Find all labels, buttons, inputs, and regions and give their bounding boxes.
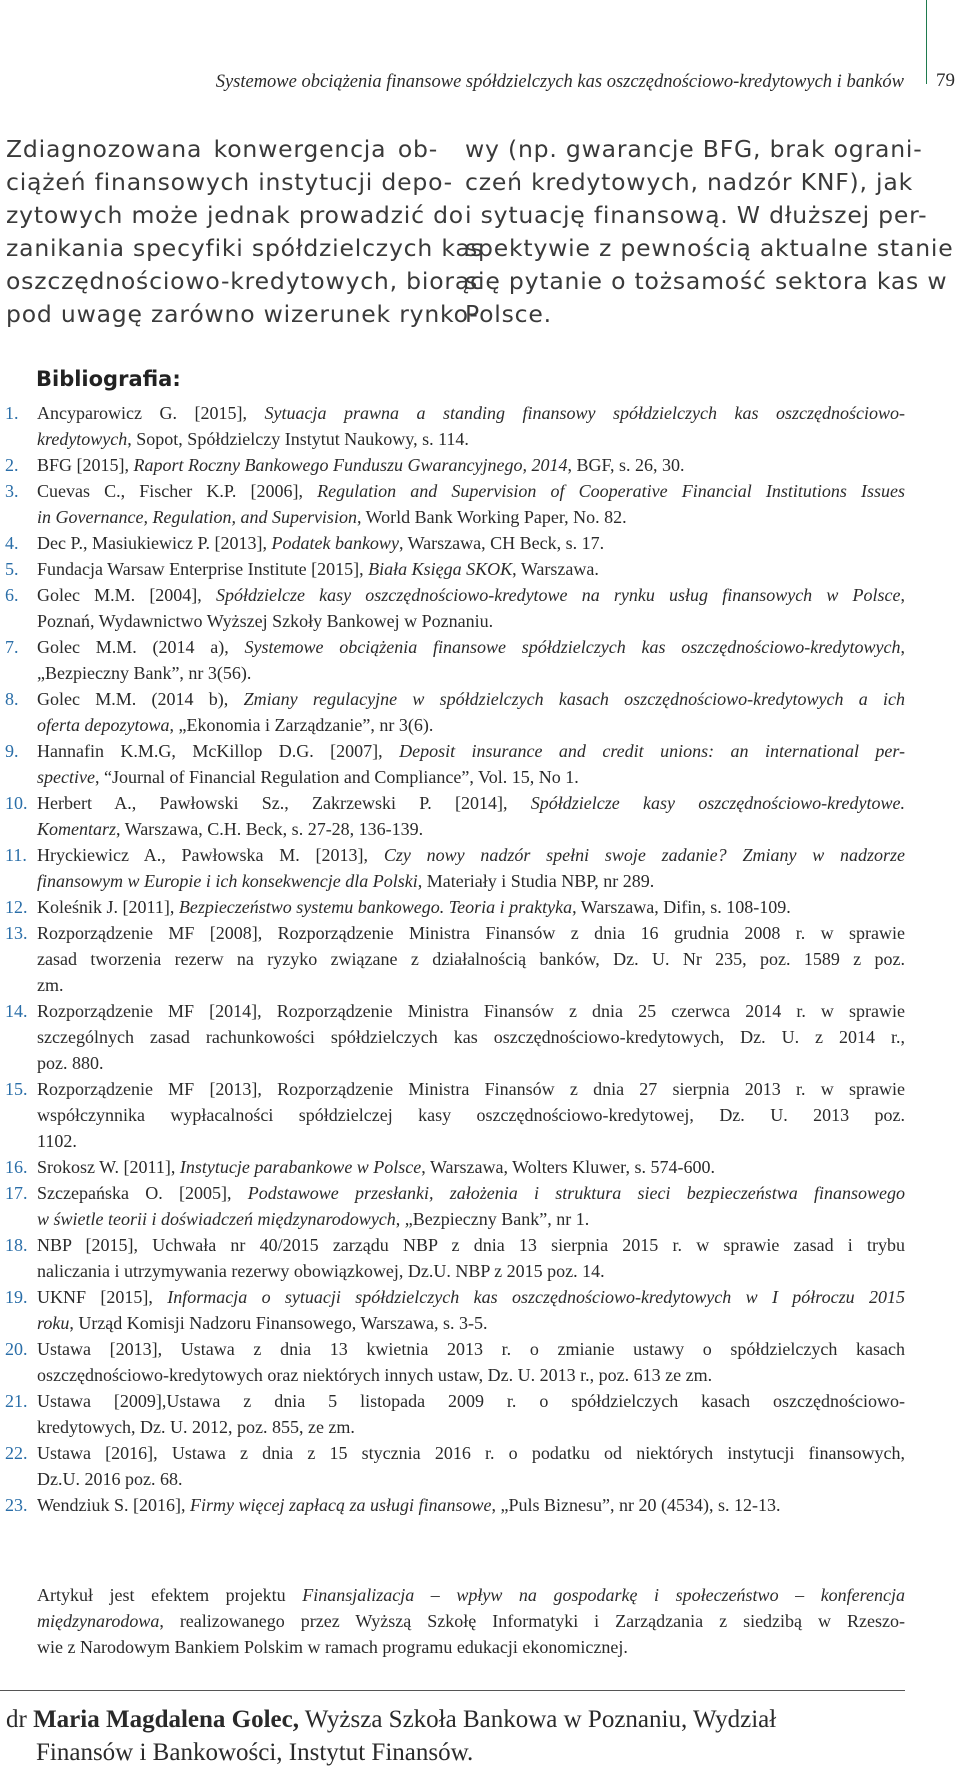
text-line bbox=[37, 1258, 905, 1284]
text-segment: , bbox=[900, 637, 905, 657]
bibliography-title: Bibliografia: bbox=[36, 367, 181, 391]
bibliography-entry bbox=[0, 1284, 905, 1336]
text-line bbox=[37, 790, 905, 816]
text-segment: 1102. bbox=[37, 1131, 77, 1151]
italic-title: Instytucje parabankowe w Polsce bbox=[179, 1157, 422, 1177]
text-segment: zm. bbox=[37, 975, 64, 995]
text-line bbox=[37, 608, 905, 634]
entry-number: 8. bbox=[5, 689, 19, 709]
italic-title: Finansjalizacja – wpływ na gospodarkę i społeczeństwo – konferencja bbox=[302, 1585, 905, 1605]
paragraph-line: czeń kredytowych, nadzór KNF), jak bbox=[465, 168, 913, 196]
text-line bbox=[37, 1284, 905, 1310]
entry-number: 4. bbox=[5, 533, 19, 553]
entry-number: 11. bbox=[5, 845, 27, 865]
paragraph-line: oszczędnościowo-kredytowych, biorąc bbox=[6, 267, 484, 295]
entry-number: 18. bbox=[5, 1235, 28, 1255]
entry-number: 3. bbox=[5, 481, 19, 501]
paragraph-line: ciążeń finansowych instytucji depo- bbox=[6, 168, 453, 196]
text-segment: Poznań, Wydawnictwo Wyższej Szkoły Bankowej w Poznaniu. bbox=[37, 611, 494, 631]
entry-number: 21. bbox=[5, 1391, 28, 1411]
text-segment: Hryckiewicz A., Pawłowska M. [2013], bbox=[37, 845, 384, 865]
text-line bbox=[37, 400, 905, 426]
text-segment: poz. 880. bbox=[37, 1053, 104, 1073]
text-segment: , “Journal of Financial Regulation and Compliance”, Vol. 15, No 1. bbox=[94, 767, 579, 787]
bibliography-entry bbox=[0, 452, 905, 478]
text-segment: Golec M.M. (2014 a), bbox=[37, 637, 245, 657]
text-line bbox=[37, 972, 905, 998]
paragraph-left-column bbox=[6, 133, 484, 331]
paragraph-line: zytowych może jednak prowadzić do bbox=[6, 201, 464, 229]
text-line bbox=[37, 530, 905, 556]
italic-title: Informacja o sytuacji spółdzielczych kas oszczędnościowo-kredytowych w I półroczu 2015 bbox=[167, 1287, 905, 1307]
italic-title: Firmy więcej zapłacą za usługi finansowe bbox=[190, 1495, 492, 1515]
text-line bbox=[37, 1388, 905, 1414]
bibliography-entry bbox=[0, 400, 905, 452]
author-affiliation-1: Wyższa Szkoła Bankowa w Poznaniu, Wydział bbox=[299, 1706, 777, 1733]
bibliography-entry bbox=[0, 1154, 905, 1180]
paragraph-line: zanikania specyfiki spółdzielczych kas bbox=[6, 234, 484, 262]
text-segment: Wendziuk S. [2016], bbox=[37, 1495, 191, 1515]
italic-title: Podatek bankowy bbox=[271, 533, 399, 553]
text-line bbox=[37, 738, 905, 764]
italic-title: Regulation and Supervision of Cooperative Financial Institutions Issues bbox=[317, 481, 905, 501]
author-info bbox=[6, 1703, 906, 1769]
text-segment: , „Puls Biznesu”, nr 20 (4534), s. 12-13. bbox=[491, 1495, 781, 1515]
bibliography-entry bbox=[0, 1336, 905, 1388]
bibliography-entry bbox=[0, 894, 905, 920]
project-note bbox=[37, 1582, 905, 1660]
text-segment: kredytowych, Dz. U. 2012, poz. 855, ze zm. bbox=[37, 1417, 355, 1437]
italic-title: spective bbox=[37, 767, 95, 787]
text-line bbox=[37, 1076, 905, 1102]
paragraph-line: wy (np. gwarancje BFG, brak ograni- bbox=[465, 135, 923, 163]
text-line bbox=[37, 998, 905, 1024]
bibliography-entry bbox=[0, 1492, 905, 1518]
text-segment: , Warszawa. bbox=[512, 559, 599, 579]
text-line bbox=[37, 1232, 905, 1258]
text-segment: NBP [2015], Uchwała nr 40/2015 zarządu NBP z dnia 13 sierpnia 2015 r. w sprawie zasad i trybu bbox=[37, 1235, 905, 1255]
footer-divider bbox=[0, 1690, 905, 1691]
text-line bbox=[37, 1466, 905, 1492]
bibliography-entry bbox=[0, 920, 905, 998]
running-header: Systemowe obciążenia finansowe spółdzielczych kas oszczędnościowo-kredytowych i banków bbox=[215, 72, 904, 92]
text-line bbox=[37, 1414, 905, 1440]
author-line-2: Finansów i Bankowości, Instytut Finansów. bbox=[36, 1739, 474, 1766]
text-line bbox=[37, 1180, 905, 1206]
text-line bbox=[37, 920, 905, 946]
entry-number: 19. bbox=[5, 1287, 28, 1307]
bibliography-entry bbox=[0, 530, 905, 556]
entry-number: 16. bbox=[5, 1157, 28, 1177]
text-segment: współczynnika wypłacalności spółdzielczej kasy oszczędnościowo-kredytowej, Dz. U. 2013 poz. bbox=[37, 1105, 905, 1125]
italic-title: Podstawowe przesłanki, założenia i struktura sieci bezpieczeństwa finansowego bbox=[247, 1183, 905, 1203]
italic-title: Systemowe obciążenia finansowe spółdzielczych kas oszczędnościowo-kredytowych bbox=[244, 637, 901, 657]
text-line bbox=[37, 816, 905, 842]
text-line bbox=[37, 764, 905, 790]
text-line bbox=[37, 504, 905, 530]
text-line bbox=[37, 1492, 905, 1518]
text-segment: Artykuł jest efektem projektu bbox=[37, 1585, 303, 1605]
text-segment: zasad tworzenia rezerw na ryzyko związane z działalnością banków, Dz. U. Nr 235, poz. 1589 z poz. bbox=[37, 949, 905, 969]
text-segment: Dec P., Masiukiewicz P. [2013], bbox=[37, 533, 272, 553]
text-segment: Rozporządzenie MF [2013], Rozporządzenie Ministra Finansów z dnia 27 sierpnia 2013 r. w sprawie bbox=[37, 1079, 905, 1099]
text-line bbox=[37, 1128, 905, 1154]
italic-title: w świetle teorii i doświadczeń międzynarodowych bbox=[37, 1209, 396, 1229]
entry-number: 7. bbox=[5, 637, 19, 657]
entry-number: 6. bbox=[5, 585, 19, 605]
page-number: 79 bbox=[936, 70, 955, 91]
text-segment: Rozporządzenie MF [2014], Rozporządzenie Ministra Finansów z dnia 25 czerwca 2014 r. w sprawie bbox=[37, 1001, 905, 1021]
bibliography-entry bbox=[0, 1180, 905, 1232]
italic-title: Komentarz bbox=[37, 819, 117, 839]
italic-title: kredytowych bbox=[37, 429, 128, 449]
bibliography-entry bbox=[0, 686, 905, 738]
text-segment: , Warszawa, C.H. Beck, s. 27-28, 136-139. bbox=[116, 819, 424, 839]
text-line bbox=[37, 868, 905, 894]
text-segment: Golec M.M. (2014 b), bbox=[37, 689, 244, 709]
text-line bbox=[37, 1440, 905, 1466]
text-segment: , bbox=[900, 585, 905, 605]
italic-title: Sytuacja prawna a standing finansowy spółdzielczych kas oszczędnościowo- bbox=[264, 403, 905, 423]
text-line bbox=[37, 426, 905, 452]
text-segment: naliczania i utrzymywania rezerwy obowiązkowej, Dz.U. NBP z 2015 poz. 14. bbox=[37, 1261, 605, 1281]
text-segment: , Warszawa, CH Beck, s. 17. bbox=[398, 533, 605, 553]
bibliography-entry bbox=[0, 478, 905, 530]
text-line bbox=[37, 1024, 905, 1050]
italic-title: oferta depozytowa bbox=[37, 715, 170, 735]
text-segment: , „Ekonomia i Zarządzanie”, nr 3(6). bbox=[169, 715, 434, 735]
bibliography-entry bbox=[0, 998, 905, 1076]
text-segment: Golec M.M. [2004], bbox=[37, 585, 216, 605]
italic-title: międzynarodowa bbox=[37, 1611, 160, 1631]
text-segment: Hannafin K.M.G, McKillop D.G. [2007], bbox=[37, 741, 400, 761]
text-line bbox=[37, 1102, 905, 1128]
bibliography-entry bbox=[0, 842, 905, 894]
paragraph-line: pod uwagę zarówno wizerunek rynko- bbox=[6, 300, 479, 328]
bibliography-entry bbox=[0, 738, 905, 790]
entry-number: 12. bbox=[5, 897, 28, 917]
italic-title: Zmiany regulacyjne w spółdzielczych kasach oszczędnościowo-kredytowych a ich bbox=[243, 689, 905, 709]
bibliography-entry bbox=[0, 582, 905, 634]
text-line bbox=[37, 634, 905, 660]
text-segment: BFG [2015], bbox=[37, 455, 134, 475]
bibliography-entry bbox=[0, 634, 905, 686]
text-line bbox=[37, 556, 905, 582]
text-segment: Fundacja Warsaw Enterprise Institute [2015], bbox=[37, 559, 369, 579]
bibliography-entry bbox=[0, 1388, 905, 1440]
text-line bbox=[37, 1608, 905, 1634]
italic-title: Deposit insurance and credit unions: an international per- bbox=[399, 741, 905, 761]
text-line bbox=[37, 582, 905, 608]
bibliography-entry bbox=[0, 556, 905, 582]
text-line bbox=[37, 686, 905, 712]
italic-title: finansowym w Europie i ich konsekwencje dla Polski bbox=[37, 871, 418, 891]
text-segment: Cuevas C., Fischer K.P. [2006], bbox=[37, 481, 318, 501]
bibliography-entry bbox=[0, 1076, 905, 1154]
italic-title: Bezpieczeństwo systemu bankowego. Teoria i praktyka bbox=[178, 897, 573, 917]
text-line bbox=[37, 1362, 905, 1388]
text-segment: wie z Narodowym Bankiem Polskim w ramach programu edukacji ekonomicznej. bbox=[37, 1637, 628, 1657]
bibliography-entry bbox=[0, 1440, 905, 1492]
text-line bbox=[37, 1634, 905, 1660]
entry-number: 14. bbox=[5, 1001, 28, 1021]
text-line bbox=[37, 452, 905, 478]
italic-title: roku bbox=[37, 1313, 70, 1333]
text-segment: szczególnych zasad rachunkowości spółdzielczych kas oszczędnościowo-kredytowych, Dz. U. z 2014 r., bbox=[37, 1027, 905, 1047]
text-segment: Ustawa [2009],Ustawa z dnia 5 listopada 2009 r. o spółdzielczych kasach oszczędnościowo- bbox=[37, 1391, 905, 1411]
text-segment: , „Bezpieczny Bank”, nr 1. bbox=[395, 1209, 590, 1229]
entry-number: 22. bbox=[5, 1443, 28, 1463]
text-segment: , Urząd Komisji Nadzoru Finansowego, Warszawa, s. 3-5. bbox=[69, 1313, 488, 1333]
paragraph-line: spektywie z pewnością aktualne stanie bbox=[465, 234, 954, 262]
text-line bbox=[37, 1336, 905, 1362]
text-segment: Szczepańska O. [2005], bbox=[37, 1183, 248, 1203]
text-line bbox=[37, 842, 905, 868]
italic-title: Spółdzielcze kasy oszczędnościowo-kredytowe na rynku usług finansowych w Polsce bbox=[215, 585, 901, 605]
text-segment: oszczędnościowo-kredytowych oraz niektórych innych ustaw, Dz. U. 2013 r., poz. 613 ze zm. bbox=[37, 1365, 713, 1385]
author-prefix: dr bbox=[6, 1706, 34, 1733]
italic-title: in Governance, Regulation, and Supervision bbox=[37, 507, 357, 527]
entry-number: 2. bbox=[5, 455, 19, 475]
entry-number: 5. bbox=[5, 559, 19, 579]
paragraph-line: Polsce. bbox=[465, 300, 552, 328]
paragraph-line: się pytanie o tożsamość sektora kas w bbox=[465, 267, 948, 295]
text-segment: , Warszawa, Wolters Kluwer, s. 574-600. bbox=[421, 1157, 715, 1177]
text-line bbox=[37, 712, 905, 738]
paragraph-line: Zdiagnozowana konwergencja ob- bbox=[6, 135, 438, 163]
text-line bbox=[37, 1154, 905, 1180]
text-segment: Ustawa [2016], Ustawa z dnia z 15 stycznia 2016 r. o podatku od niektórych instytucji finansowych, bbox=[37, 1443, 905, 1463]
entry-number: 15. bbox=[5, 1079, 28, 1099]
text-line bbox=[37, 1310, 905, 1336]
text-line bbox=[37, 478, 905, 504]
text-segment: , BGF, s. 26, 30. bbox=[567, 455, 685, 475]
bibliography-entry bbox=[0, 790, 905, 842]
entry-number: 20. bbox=[5, 1339, 28, 1359]
entry-number: 1. bbox=[5, 403, 19, 423]
text-line bbox=[37, 1050, 905, 1076]
text-segment: Herbert A., Pawłowski Sz., Zakrzewski P. [2014], bbox=[37, 793, 531, 813]
text-segment: , realizowanego przez Wyższą Szkołę Informatyki i Zarządzania z siedzibą w Rzeszo- bbox=[159, 1611, 905, 1631]
text-segment: , World Bank Working Paper, No. 82. bbox=[356, 507, 627, 527]
italic-title: Czy nowy nadzór spełni swoje zadanie? Zmiany w nadzorze bbox=[383, 845, 905, 865]
entry-number: 23. bbox=[5, 1495, 28, 1515]
italic-title: Spółdzielcze kasy oszczędnościowo-kredytowe. bbox=[530, 793, 905, 813]
text-segment: „Bezpieczny Bank”, nr 3(56). bbox=[37, 663, 252, 683]
text-segment: Dz.U. 2016 poz. 68. bbox=[37, 1469, 183, 1489]
entry-number: 17. bbox=[5, 1183, 28, 1203]
entry-number: 13. bbox=[5, 923, 28, 943]
text-segment: , Warszawa, Difin, s. 108-109. bbox=[572, 897, 791, 917]
entry-number: 9. bbox=[5, 741, 19, 761]
bibliography-entry bbox=[0, 1232, 905, 1284]
text-segment: , Sopot, Spółdzielczy Instytut Naukowy, s. 114. bbox=[127, 429, 469, 449]
text-segment: , Materiały i Studia NBP, nr 289. bbox=[417, 871, 655, 891]
margin-rule bbox=[926, 0, 927, 84]
text-line bbox=[37, 1582, 905, 1608]
text-segment: Ancyparowicz G. [2015], bbox=[37, 403, 265, 423]
paragraph-right-column bbox=[465, 133, 954, 331]
text-segment: Ustawa [2013], Ustawa z dnia 13 kwietnia 2013 r. o zmianie ustawy o spółdzielczych kasach bbox=[37, 1339, 905, 1359]
italic-title: Biała Księga SKOK bbox=[368, 559, 513, 579]
author-line-1 bbox=[6, 1703, 906, 1736]
paragraph-line: i sytuację finansową. W dłuższej per- bbox=[465, 201, 928, 229]
entry-number: 10. bbox=[5, 793, 28, 813]
text-segment: Koleśnik J. [2011], bbox=[37, 897, 179, 917]
text-segment: Rozporządzenie MF [2008], Rozporządzenie Ministra Finansów z dnia 16 grudnia 2008 r. w sprawie bbox=[37, 923, 905, 943]
author-name: Maria Magdalena Golec, bbox=[33, 1706, 299, 1733]
bibliography-list bbox=[0, 400, 905, 1518]
text-segment: Srokosz W. [2011], bbox=[37, 1157, 180, 1177]
text-segment: UKNF [2015], bbox=[37, 1287, 168, 1307]
text-line bbox=[37, 660, 905, 686]
text-line bbox=[37, 946, 905, 972]
italic-title: Raport Roczny Bankowego Funduszu Gwarancyjnego, 2014 bbox=[133, 455, 568, 475]
text-line bbox=[37, 894, 905, 920]
text-line bbox=[37, 1206, 905, 1232]
